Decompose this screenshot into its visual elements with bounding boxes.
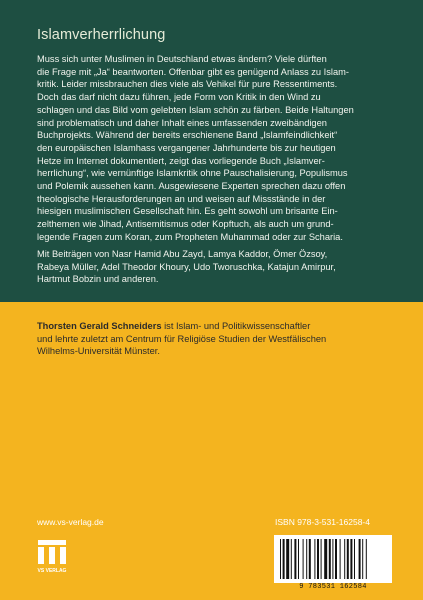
barcode-bar [354,539,355,579]
barcode-bar [324,539,327,579]
barcode-bar [366,539,367,579]
book-title: Islamverherrlichung [37,27,166,43]
barcode-bar [359,539,361,579]
blurb-line: den europäischen Islamhass vergangener Jahrhunderte bis zur heutigen [37,142,336,153]
barcode-bar [291,539,292,579]
blurb-line: hiesigen muslimischen Gesellschaft hin. Es geht sowohl um brisante Ein- [37,206,338,217]
barcode-bar [321,539,322,579]
blurb-line: theologische Herausforderungen an und weisen auf Missstände in der [37,193,326,204]
barcode-bar [280,539,281,579]
barcode-bar [362,539,363,579]
blurb-line: und Polemik aussehen kann. Ausgewiesene Experten sprechen dazu offen [37,181,346,192]
barcode-bar [314,539,315,579]
blurb-line: legende Fragen zum Koran, zum Propheten Muhammad oder zur Scharia. [37,231,343,242]
blurb-line: Muss sich unter Muslimen in Deutschland etwas ändern? Viele dürften [37,54,327,64]
barcode-bar [350,539,352,579]
author-bio [37,320,407,358]
blurb-line: Buchprojekts. Während der bereits erschienene Band „Islamfeindlichkeit“ [37,130,338,141]
barcode-bar [298,539,299,579]
barcode-bar [335,539,337,579]
barcode [274,535,392,583]
blurb-line: kritik. Leider missbrauchen dies viele als Vehikel für pure Ressentiments. [37,79,338,90]
contributors-line: Mit Beiträgen von Nasr Hamid Abu Zayd, Lamya Kaddor, Ömer Özsoy, [37,249,328,259]
contributors-line: Rabeya Müller, Adel Theodor Khoury, Udo Tworuschka, Katajun Amirpur, [37,261,336,272]
blurb-line: Doch das darf nicht dazu führen, jede Form von Kritik in den Wind zu [37,92,321,103]
blurb-line: herrlichung“, wie vernünftige Islamkritik ohne Pauschalisierung, Populismus [37,168,348,179]
barcode-bar [303,539,304,579]
blurb-line: Hetze im Internet dokumentiert, zeigt das vorliegende Buch „Islamver- [37,155,325,166]
barcode-bar [332,539,333,579]
barcode-bar [347,539,349,579]
barcode-bar [344,539,345,579]
author-name: Thorsten Gerald Schneiders [37,321,162,331]
author-bio-text: ist Islam- und Politikwissenschaftler [161,321,311,331]
lower-panel [0,302,423,600]
barcode-bar [286,539,289,579]
blurb-line: schlagen und das Bild vom gelebten Islam schön zu färben. Beide Haltungen [37,104,354,115]
barcode-bar [294,539,296,579]
author-bio-line [37,320,407,333]
barcode-bar [306,539,307,579]
blurb-line: sind problematisch und daher Inhalt eines umfassenden zweibändigen [37,117,327,128]
blurb [37,53,407,244]
contributors [37,248,407,286]
blurb-line: die Frage mit „Ja“ beantworten. Offenbar gibt es genügend Anlass zu Islam- [37,66,349,77]
contributors-line: Hartmut Bobzin und anderen. [37,274,159,285]
barcode-bar [329,539,331,579]
publisher-url[interactable]: www.vs-verlag.de [37,517,104,527]
author-bio-line: Wilhelms-Universität Münster. [37,346,160,357]
vs-verlag-logo-icon [37,538,67,574]
isbn: ISBN 978-3-531-16258-4 [275,517,370,527]
barcode-bar [309,539,311,579]
barcode-bar [283,539,285,579]
barcode-bar [340,539,341,579]
blurb-line: zelthemen wie Jihad, Antisemitismus oder Kopftuch, als auch um grund- [37,219,334,230]
author-bio-line: und lehrte zuletzt am Centrum für Religiöse Studien der Westfälischen [37,333,327,344]
barcode-number: 9 783531 162584 [299,583,367,591]
logo-text: VS VERLAG [37,568,67,574]
barcode-bar [317,539,319,579]
